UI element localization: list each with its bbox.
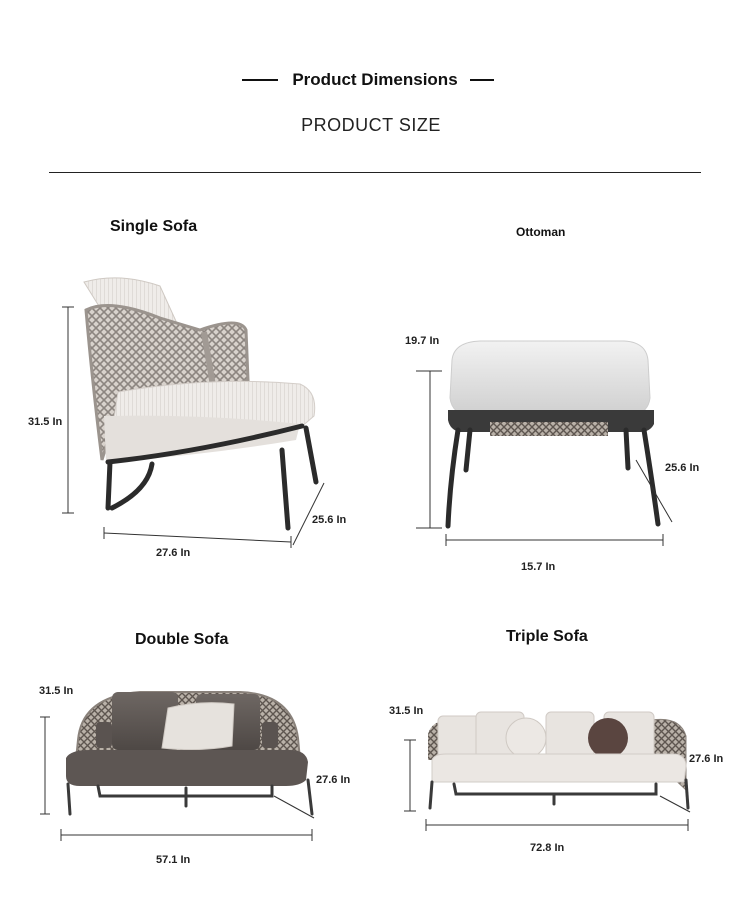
- ottoman-width-label: 15.7 In: [521, 561, 556, 573]
- triple-sofa-width-label: 72.8 In: [530, 842, 565, 854]
- double-sofa-width-label: 57.1 In: [156, 854, 191, 866]
- triple-sofa-depth-label: 27.6 In: [689, 753, 724, 765]
- single-sofa-title: Single Sofa: [110, 218, 198, 235]
- triple-sofa-title: Triple Sofa: [506, 628, 588, 645]
- ottoman-depth-label: 25.6 In: [665, 462, 700, 474]
- single-sofa-width-label: 27.6 In: [156, 547, 191, 559]
- single-sofa-height-label: 31.5 In: [28, 416, 63, 428]
- ottoman-image: [448, 341, 658, 526]
- double-sofa-depth-label: 27.6 In: [316, 774, 351, 786]
- page-subtitle: PRODUCT SIZE: [301, 115, 441, 135]
- double-sofa-height-label: 31.5 In: [39, 685, 74, 697]
- triple-sofa-height-label: 31.5 In: [389, 705, 424, 717]
- single-sofa-image: [84, 278, 316, 528]
- ottoman-height-label: 19.7 In: [405, 335, 440, 347]
- page-title: Product Dimensions: [292, 70, 458, 89]
- double-sofa-image: [66, 692, 312, 814]
- ottoman-title: Ottoman: [516, 225, 566, 239]
- double-sofa-title: Double Sofa: [135, 631, 229, 648]
- triple-sofa-image: [428, 712, 688, 808]
- single-sofa-depth-label: 25.6 In: [312, 514, 347, 526]
